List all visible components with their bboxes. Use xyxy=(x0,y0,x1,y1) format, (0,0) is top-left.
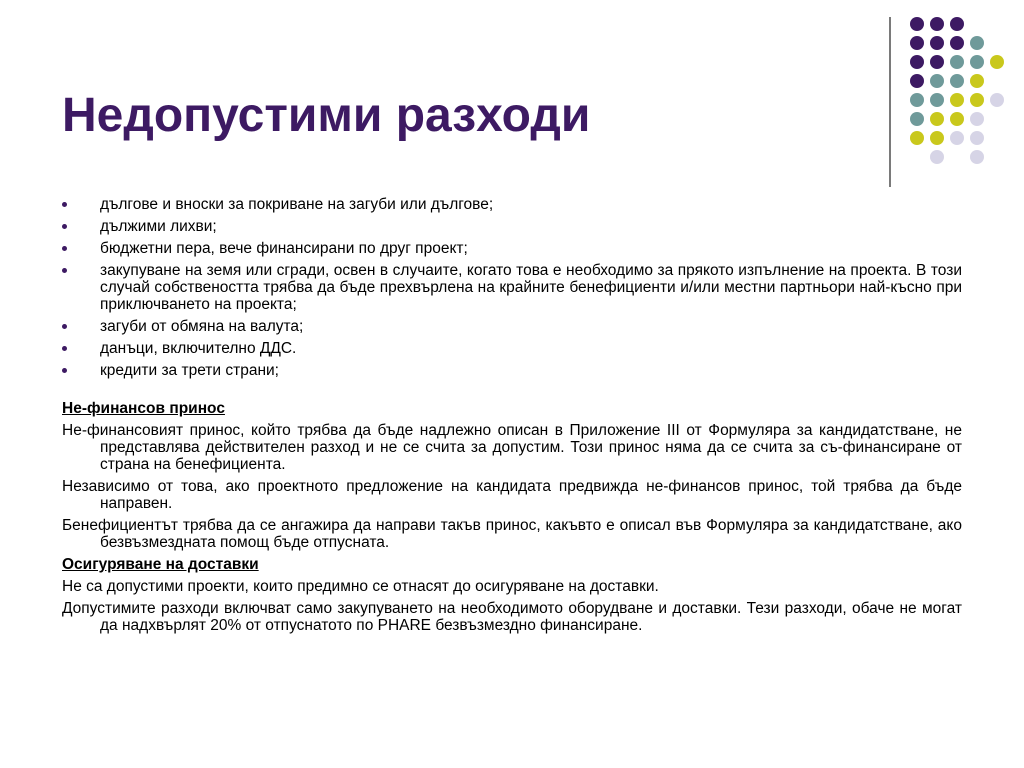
decor-dot xyxy=(950,74,964,88)
spacer xyxy=(62,384,962,400)
decor-dot xyxy=(990,55,1004,69)
bullet-dot xyxy=(62,346,67,351)
bullet-text: бюджетни пера, вече финансирани по друг проект; xyxy=(100,240,468,257)
bullet-text: дължими лихви; xyxy=(100,218,217,235)
paragraph: Не-финансовият принос, който трябва да бъде надлежно описан в Приложение III от Формуляра за кандидатстване, не представлява действителен разход и не се счита за допустим. Този принос няма да се счита за съ-финансиране от страна на бенефициента. xyxy=(62,422,962,473)
decor-dot xyxy=(910,93,924,107)
bullet-dot xyxy=(62,224,67,229)
decor-dot xyxy=(950,131,964,145)
paragraph: Независимо от това, ако проектното предложение на кандидата предвижда не-финансов принос, той трябва да бъде направен. xyxy=(62,478,962,512)
decor-dot xyxy=(910,17,924,31)
decor-dot xyxy=(950,55,964,69)
bullet-item xyxy=(62,262,962,313)
decor-dot xyxy=(930,150,944,164)
decor-dot xyxy=(910,112,924,126)
decor-dot xyxy=(950,112,964,126)
decor-dot xyxy=(910,131,924,145)
slide-body xyxy=(62,196,962,639)
decor-dot xyxy=(970,55,984,69)
decor-dot xyxy=(930,93,944,107)
bullet-text: дългове и вноски за покриване на загуби или дългове; xyxy=(100,196,494,213)
paragraph: Бенефициентът трябва да се ангажира да направи такъв принос, какъвто е описал във Формуляра за кандидатстване, ако безвъзмездната помощ бъде отпусната. xyxy=(62,517,962,551)
decor-dot xyxy=(970,150,984,164)
decor-dot xyxy=(950,17,964,31)
bullet-text: кредити за трети страни; xyxy=(100,362,279,379)
decor-dot xyxy=(930,55,944,69)
decor-dot xyxy=(930,131,944,145)
paragraph: Не са допустими проекти, които предимно се отнасят до осигуряване на доставки. xyxy=(62,578,659,595)
bullet-text: закупуване на земя или сгради, освен в случаите, когато това е необходимо за прякото изпълнение на проекта. В този случай собствеността трябва да бъде прехвърлена на крайните бенефициенти и/или местни партньори най-късно при приключването на проекта; xyxy=(100,262,962,313)
bullet-list xyxy=(62,196,962,379)
section-heading-supplies: Осигуряване на доставки xyxy=(62,556,259,573)
decor-dot xyxy=(970,74,984,88)
bullet-dot xyxy=(62,324,67,329)
decor-dot xyxy=(930,74,944,88)
bullet-text: загуби от обмяна на валута; xyxy=(100,318,304,335)
bullet-dot xyxy=(62,202,67,207)
bullet-text: данъци, включително ДДС. xyxy=(100,340,297,357)
decor-dot xyxy=(970,112,984,126)
bullet-dot xyxy=(62,268,67,273)
bullet-item xyxy=(62,218,962,235)
decor-dot xyxy=(910,74,924,88)
slide-title: Недопустими разходи xyxy=(62,89,591,142)
divider-line xyxy=(889,17,891,187)
section-heading-nonfinancial: Не-финансов принос xyxy=(62,400,225,417)
bullet-dot xyxy=(62,246,67,251)
decor-dot xyxy=(950,36,964,50)
decor-dot xyxy=(970,36,984,50)
decor-dot xyxy=(930,112,944,126)
bullet-item xyxy=(62,340,962,357)
decor-dot xyxy=(910,36,924,50)
bullet-item xyxy=(62,196,962,213)
bullet-item xyxy=(62,362,962,379)
decor-dot xyxy=(930,36,944,50)
decor-dot xyxy=(990,93,1004,107)
decor-dot xyxy=(970,131,984,145)
bullet-item xyxy=(62,240,962,257)
bullet-item xyxy=(62,318,962,335)
decor-dot xyxy=(910,55,924,69)
decorative-dot-grid xyxy=(908,15,1008,165)
decor-dot xyxy=(950,93,964,107)
paragraph: Допустимите разходи включват само закупуването на необходимото оборудване и доставки. Тези разходи, обаче не могат да надхвърлят 20% от отпуснатото по PHARE безвъзмездно финансиране. xyxy=(62,600,962,634)
decor-dot xyxy=(930,17,944,31)
decor-dot xyxy=(970,93,984,107)
bullet-dot xyxy=(62,368,67,373)
